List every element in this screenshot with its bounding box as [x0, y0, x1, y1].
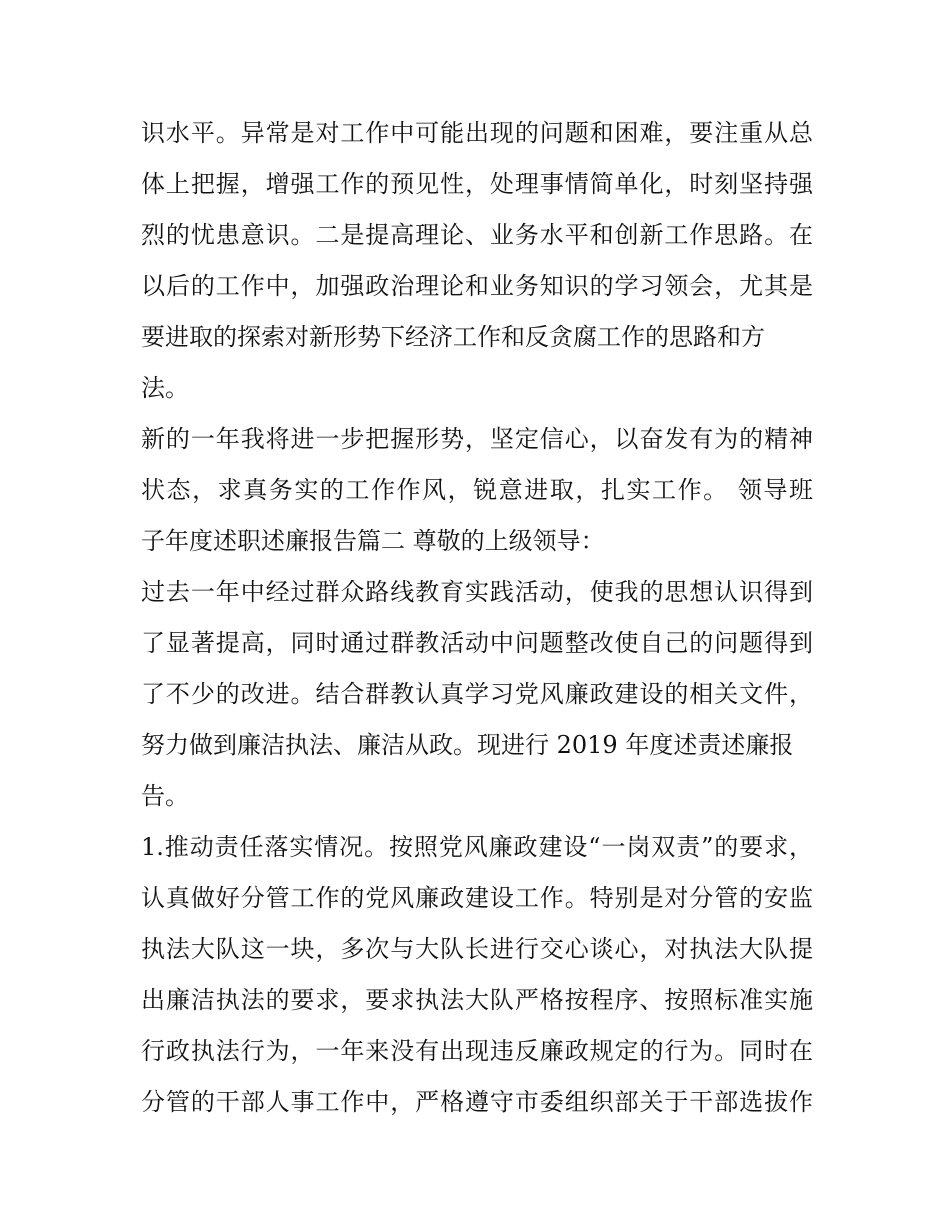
- text-line: 了不少的改进。结合群教认真学习党风廉政建设的相关文件，: [141, 680, 813, 708]
- text-line: 过去一年中经过群众路线教育实践活动，使我的思想认识得到: [141, 578, 813, 606]
- text-line: 体上把握，增强工作的预见性，处理事情简单化，时刻坚持强: [141, 170, 813, 198]
- text-line: 了显著提高，同时通过群教活动中问题整改使自己的问题得到: [141, 629, 813, 657]
- text-line: 以后的工作中，加强政治理论和业务知识的学习领会，尤其是: [141, 272, 813, 300]
- text-line: 识水平。异常是对工作中可能出现的问题和困难，要注重从总: [141, 119, 813, 147]
- text-line: 出廉洁执法的要求，要求执法大队严格按程序、按照标准实施: [141, 986, 813, 1014]
- text-line: 行政执法行为，一年来没有出现违反廉政规定的行为。同时在: [141, 1037, 813, 1065]
- text-line: 分管的干部人事工作中，严格遵守市委组织部关于干部选拔作: [141, 1088, 813, 1116]
- text-line: 要进取的探索对新形势下经济工作和反贪腐工作的思路和方: [141, 323, 765, 351]
- document-body: [141, 108, 813, 1128]
- text-line: 努力做到廉洁执法、廉洁从政。现进行 2019 年度述责述廉报: [141, 731, 794, 759]
- text-line: 状态，求真务实的工作作风，锐意进取，扎实工作。 领导班: [141, 476, 813, 504]
- text-line: 执法大队这一块，多次与大队长进行交心谈心，对执法大队提: [141, 935, 813, 963]
- text-line: 法。: [141, 374, 189, 402]
- text-line: 认真做好分管工作的党风廉政建设工作。特别是对分管的安监: [141, 884, 813, 912]
- text-line: 烈的忧患意识。二是提高理论、业务水平和创新工作思路。在: [141, 221, 813, 249]
- text-line: 1.推动责任落实情况。按照党风廉政建设“一岗双责”的要求，: [141, 833, 813, 861]
- text-line: 告。: [141, 782, 189, 810]
- text-line: 新的一年我将进一步把握形势，坚定信心，以奋发有为的精神: [141, 425, 813, 453]
- text-line: 子年度述职述廉报告篇二 尊敬的上级领导：: [141, 527, 605, 555]
